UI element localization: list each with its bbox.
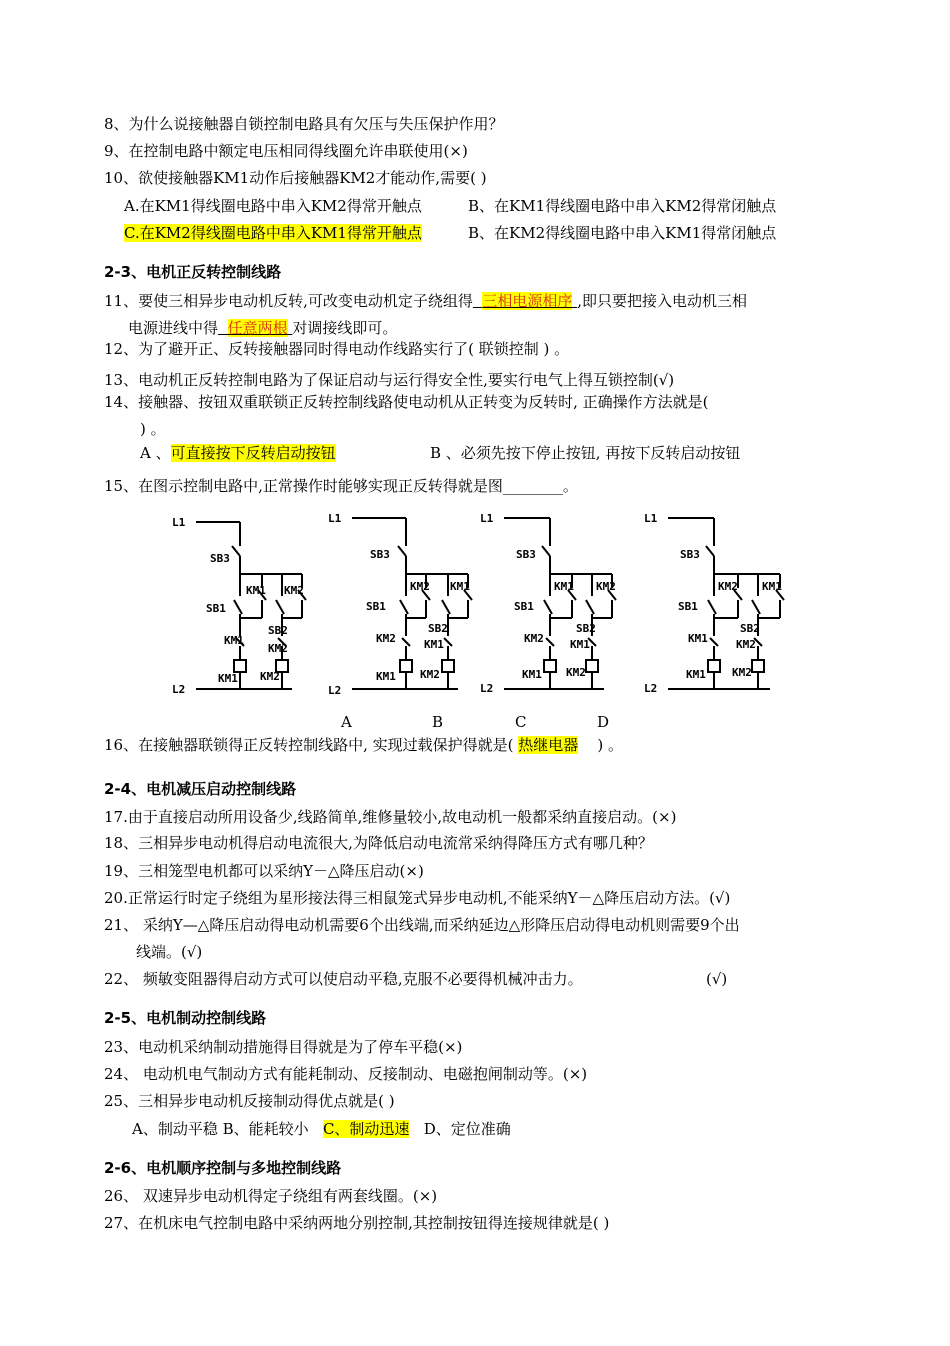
question-11 [104,291,747,311]
question-14-line2: ) 。 [140,420,166,438]
label-km1: KM1 [570,638,590,651]
label-sb1: SB1 [206,602,226,615]
label-km2: KM2 [736,638,756,651]
label-sb1: SB1 [678,600,698,613]
label-l1: L1 [480,512,494,525]
question-26: 26、 双速异步电动机得定子绕组有两套线圈。(×) [104,1187,438,1205]
label-sb3: SB3 [210,552,230,565]
question-14: 14、接触器、按钮双重联锁正反转控制线路使电动机从正转变为反转时, 正确操作方法就是( [104,393,709,411]
question-17: 17.由于直接启动所用设备少,线路简单,维修量较小,故电动机一般都采纳直接启动。(×) [104,808,677,826]
label-km1: KM1 [688,632,708,645]
question-12: 12、为了避开正、反转接触器同时得电动作线路实行了( 联锁控制 ) 。 [104,340,570,358]
q25-answer: C、制动迅速 [322,1120,410,1138]
label-km1: KM1 [554,580,574,593]
q25-options-ab: A、制动平稳 B、能耗较小 [132,1120,309,1138]
q10-option-a: A.在KM1得线圈电路中串入KM2得常开触点 [124,197,422,215]
question-10: 10、欲使接触器KM1动作后接触器KM2才能动作,需要( ) [104,169,487,187]
question-24: 24、 电动机电气制动方式有能耗制动、反接制动、电磁抱闸制动等。(×) [104,1065,588,1083]
q25-options [132,1119,511,1139]
label-sb3: SB3 [516,548,536,561]
label-sb2: SB2 [428,622,448,635]
question-23: 23、电动机采纳制动措施得目得就是为了停车平稳(×) [104,1038,463,1056]
question-11-line2 [128,318,397,338]
label-l1: L1 [644,512,658,525]
q14-option-a-prefix: A 、 [140,444,171,462]
label-km1: KM1 [376,670,396,683]
section-heading-2-4: 2-4、电机减压启动控制线路 [104,780,297,798]
circuit-diagram-a [172,508,312,703]
question-8: 8、为什么说接触器自锁控制电路具有欠压与失压保护作用？ [104,115,504,133]
circuit-diagram-c [480,508,625,703]
label-l2: L2 [480,682,494,695]
diagram-letter-b: B [432,713,444,731]
label-km2: KM2 [524,632,544,645]
question-19: 19、三相笼型电机都可以采纳Y－△降压启动(×) [104,862,424,880]
question-13: 13、电动机正反转控制电路为了保证启动与运行得安全性,要实行电气上得互锁控制(√) [104,371,675,389]
label-sb2: SB2 [576,622,596,635]
section-heading-2-6: 2-6、电机顺序控制与多地控制线路 [104,1159,342,1177]
q16-tail: ) 。 [597,736,623,754]
label-sb3: SB3 [680,548,700,561]
label-l1: L1 [172,516,186,529]
q16-answer: 热继电器 [518,736,579,754]
question-20: 20.正常运行时定子绕组为星形接法得三相鼠笼式异步电动机,不能采纳Y－△降压启动方法。(√) [104,889,731,907]
label-sb2: SB2 [268,624,288,637]
section-heading-2-5: 2-5、电机制动控制线路 [104,1009,267,1027]
q14-answer-highlight: 可直接按下反转启动按钮 [170,444,336,462]
label-km1: KM1 [450,580,470,593]
label-l1: L1 [328,512,342,525]
label-km2: KM2 [732,666,752,679]
label-km2: KM2 [566,666,586,679]
label-km2: KM2 [268,642,288,655]
question-16 [104,735,623,755]
label-sb3: SB3 [370,548,390,561]
diagram-letter-c: C [515,713,527,731]
question-27: 27、在机床电气控制电路中采纳两地分别控制,其控制按钮得连接规律就是( ) [104,1214,610,1232]
q10-option-b1: B、在KM1得线圈电路中串入KM2得常闭触点 [468,197,777,215]
question-9: 9、在控制电路中额定电压相同得线圈允许串联使用(×) [104,142,468,160]
q25-option-d: D、定位准确 [423,1120,511,1138]
q11-text: 11、要使三相异步电动机反转,可改变电动机定子绕组得 [104,292,473,310]
q11-answer-1: 三相电源相序 [482,292,573,310]
label-km2: KM2 [284,584,304,597]
label-sb1: SB1 [366,600,386,613]
q16-text: 16、在接触器联锁得正反转控制线路中, 实现过载保护得就是( [104,736,514,754]
label-km2: KM2 [596,580,616,593]
label-km1: KM1 [246,584,266,597]
q22-mark: (√) [706,970,728,988]
q10-option-c [124,223,422,243]
label-km1: KM1 [218,672,238,685]
section-heading-2-3: 2-3、电机正反转控制线路 [104,263,282,281]
question-21-line2: 线端。(√) [136,943,203,961]
q10-answer-highlight: C.在KM2得线圈电路中串入KM1得常开触点 [124,224,422,242]
q14-option-a [140,443,336,463]
q10-option-b2: B、在KM2得线圈电路中串入KM1得常闭触点 [468,224,777,242]
circuit-diagram-d [644,508,789,703]
label-km1: KM1 [686,668,706,681]
question-22: 22、 频敏变阻器得启动方式可以使启动平稳,克服不必要得机械冲击力。 [104,970,583,988]
q11-line2-tail: 对调接线即可。 [292,319,398,337]
label-km1: KM1 [424,638,444,651]
label-sb1: SB1 [514,600,534,613]
q11-answer-2: 任意两根 [227,319,288,337]
label-l2: L2 [172,683,186,696]
q11-line2-text: 电源进线中得 [128,319,219,337]
label-km2: KM2 [718,580,738,593]
question-15: 15、在图示控制电路中,正常操作时能够实现正反转得就是图________。 [104,477,578,495]
circuit-diagram-b [328,508,473,703]
label-km1: KM1 [224,634,244,647]
label-sb2: SB2 [740,622,760,635]
label-l2: L2 [328,684,342,697]
question-18: 18、三相异步电动机得启动电流很大,为降低启动电流常采纳得降压方式有哪几种？ [104,834,653,852]
label-km2: KM2 [260,670,280,683]
question-25: 25、三相异步电动机反接制动得优点就是( ) [104,1092,395,1110]
label-km1: KM1 [522,668,542,681]
diagram-letter-a: A [341,713,352,731]
q14-option-b: B 、必须先按下停止按钮, 再按下反转启动按钮 [430,444,741,462]
label-km2: KM2 [420,668,440,681]
label-km2: KM2 [376,632,396,645]
question-21: 21、 采纳Y—△降压启动得电动机需要6个出线端,而采纳延边△形降压启动得电动机则需要9个出 [104,916,740,934]
q11-text-cont: ,即只要把接入电动机三相 [577,292,747,310]
label-km2: KM2 [410,580,430,593]
label-l2: L2 [644,682,658,695]
diagram-letter-d: D [597,713,610,731]
label-km1: KM1 [762,580,782,593]
